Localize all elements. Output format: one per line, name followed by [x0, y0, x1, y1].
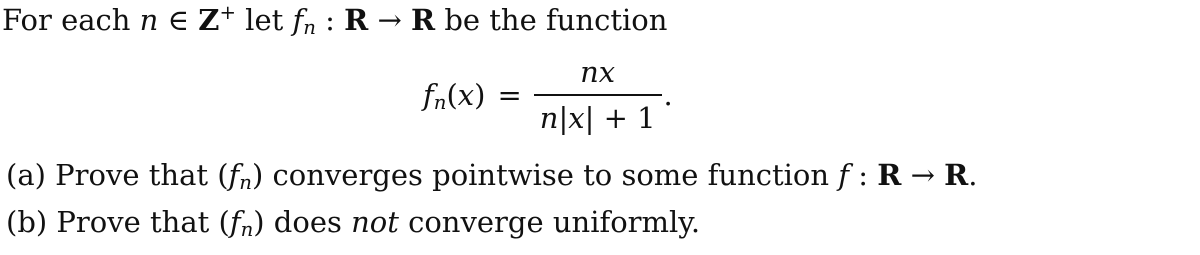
- element-of-symbol: ∈: [158, 3, 199, 37]
- part-a-text-2: ) converges pointwise to some function: [251, 158, 839, 192]
- lhs-argument: (x): [446, 78, 486, 112]
- var-n: n: [139, 3, 159, 37]
- den-plus-one: + 1: [594, 100, 656, 135]
- part-b-not: not: [351, 205, 399, 239]
- lhs-subscript: n: [433, 91, 447, 115]
- plus-superscript: +: [219, 1, 236, 25]
- part-b-f: f: [229, 205, 241, 239]
- part-a-subscript: n: [239, 171, 252, 195]
- display-equation: [423, 55, 673, 135]
- integers-symbol: Z: [198, 3, 220, 37]
- part-a-f2: f: [838, 158, 850, 192]
- reals-symbol-2: R: [411, 3, 436, 37]
- part-a-f: f: [228, 158, 240, 192]
- den-n: n: [539, 100, 559, 135]
- part-b-label: (b): [6, 205, 48, 239]
- colon-symbol: :: [315, 3, 345, 37]
- den-abs-x: |x|: [558, 100, 595, 135]
- part-b-text-2: ) does: [253, 205, 352, 239]
- lhs-f: f: [423, 78, 434, 112]
- part-b-subscript: n: [240, 218, 254, 242]
- equation-lhs: [423, 78, 486, 115]
- part-a: [6, 158, 978, 195]
- part-a-arrow: →: [901, 158, 945, 192]
- part-a-reals: R: [877, 158, 902, 192]
- part-b-text-1: Prove that (: [47, 205, 230, 239]
- intro-text-3: be the function: [435, 3, 668, 37]
- part-a-reals-2: R: [944, 158, 969, 192]
- fraction: [534, 55, 662, 135]
- reals-symbol: R: [344, 3, 369, 37]
- part-a-text-1: Prove that (: [45, 158, 229, 192]
- part-a-label: (a): [6, 158, 46, 192]
- part-a-period: .: [968, 158, 978, 192]
- part-b-text-3: converge uniformly.: [398, 205, 701, 239]
- equals-sign: =: [497, 78, 522, 112]
- subscript-n: n: [303, 16, 316, 40]
- equation-period: .: [663, 78, 673, 112]
- problem-intro-line: [2, 1, 668, 40]
- fraction-denominator: [534, 96, 662, 135]
- arrow-symbol: →: [368, 3, 411, 37]
- intro-text-2: let: [235, 3, 293, 37]
- part-b: [6, 205, 701, 242]
- intro-text-1: For each: [2, 3, 140, 37]
- var-f: f: [292, 3, 304, 37]
- part-a-colon: :: [849, 158, 878, 192]
- fraction-numerator: nx: [580, 55, 616, 90]
